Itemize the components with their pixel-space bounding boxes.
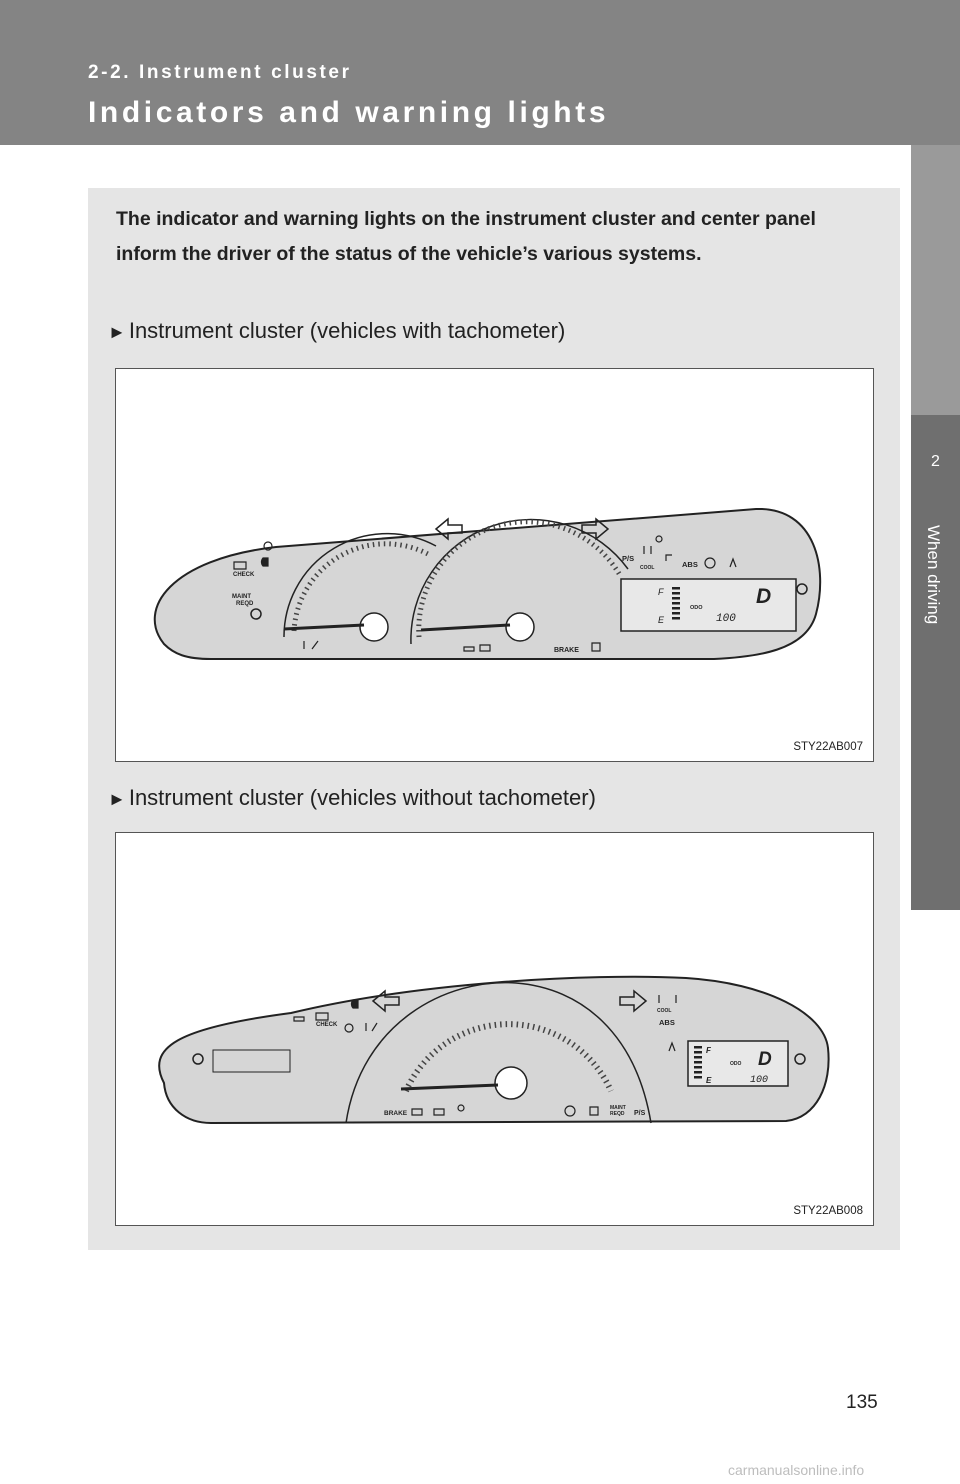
cluster-illustration-tachometer [116,369,873,761]
cluster-figure-no-tachometer [115,832,874,1226]
caption-arrow-icon: ► [108,322,126,342]
ps-label: P/S [634,1110,646,1117]
section-label: 2-2. Instrument cluster [88,62,352,83]
odo-label: ODO [690,605,703,611]
fuel-odometer-display [621,579,796,631]
figure-id: STY22AB008 [793,1205,863,1217]
caption-arrow-icon: ► [108,789,126,809]
page-header [0,0,960,145]
gear-indicator: D [756,585,772,608]
caption-text: Instrument cluster (vehicles without tachometer) [128,785,596,810]
intro-paragraph: The indicator and warning lights on the instrument cluster and center panel inform the driver of the status of the vehicle’s various systems. [116,208,816,265]
chapter-number: 2 [931,453,940,470]
page-title: Indicators and warning lights [88,96,610,129]
page-number: 135 [846,1392,878,1413]
odo-label: ODO [730,1061,742,1067]
cluster-figure-tachometer [115,368,874,762]
brake-label: BRAKE [384,1110,408,1117]
fuel-odometer-display [688,1041,788,1086]
fuel-empty-label: E [706,1076,712,1085]
cool-label: COOL [640,565,655,571]
figure-id: STY22AB007 [793,741,863,753]
check-label: CHECK [233,572,255,578]
side-tab-top [911,145,960,415]
reqd-label: REQD [236,601,254,607]
content-box [88,188,900,1250]
abs-label: ABS [682,560,698,569]
reqd-label: REQD [610,1111,625,1117]
cool-label: COOL [657,1008,672,1014]
chapter-tab [911,415,960,910]
fuel-full-label: F [706,1046,711,1055]
caption-text: Instrument cluster (vehicles with tachometer) [128,318,566,343]
figure-caption-tachometer [108,318,565,344]
gear-indicator: D [758,1049,772,1070]
maint-label: MAINT [610,1105,626,1111]
ps-label: P/S [622,554,635,563]
odo-value: 100 [750,1075,769,1086]
maint-label: MAINT [232,594,251,600]
check-label: CHECK [316,1022,338,1028]
cluster-illustration-no-tachometer [116,833,873,1225]
watermark: carmanualsonline.info [728,1462,865,1478]
brake-label: BRAKE [554,647,579,654]
abs-label: ABS [659,1018,675,1027]
odo-value: 100 [716,613,736,625]
fuel-full-label: F [658,587,664,597]
chapter-label: When driving [924,525,943,625]
figure-caption-no-tachometer [108,785,596,811]
fuel-empty-label: E [658,615,665,625]
